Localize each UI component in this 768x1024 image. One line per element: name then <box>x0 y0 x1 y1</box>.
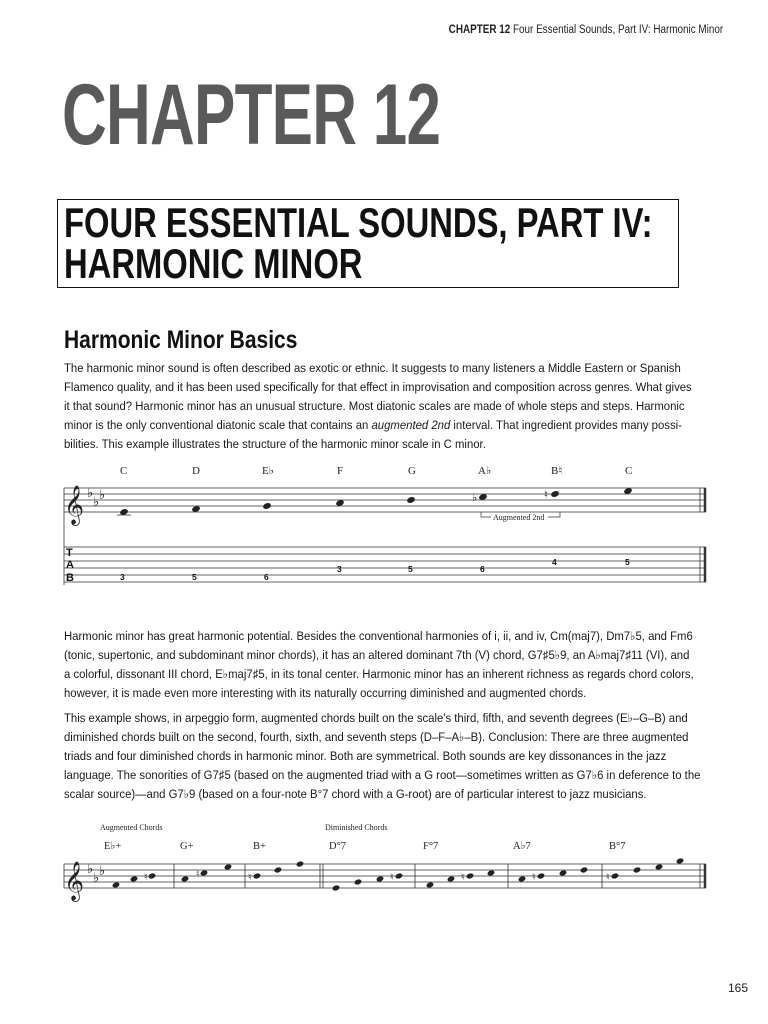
running-head-chapter: CHAPTER 12 <box>448 24 511 36</box>
svg-text:D°7: D°7 <box>329 841 347 852</box>
note-name: A♭ <box>478 465 492 477</box>
staff-2 <box>64 864 706 888</box>
text-line: bilities. This example illustrates the structure of the harmonic minor scale in C minor. <box>64 437 486 451</box>
note-name: B♮ <box>551 465 563 477</box>
svg-text:♭: ♭ <box>99 487 106 502</box>
svg-text:A♭7: A♭7 <box>513 841 531 852</box>
svg-text:♮: ♮ <box>606 872 610 883</box>
paragraph-arpeggio-example <box>64 709 709 804</box>
svg-text:B°7: B°7 <box>609 841 626 852</box>
svg-text:♭: ♭ <box>472 492 478 504</box>
chord-symbols <box>104 840 625 852</box>
staff <box>64 488 706 585</box>
svg-text:G+: G+ <box>180 841 194 852</box>
text-line: The harmonic minor sound is often described as exotic or ethnic. It suggests to many listeners a Middle Eastern or Spanish <box>64 361 681 375</box>
svg-text:5: 5 <box>408 564 413 574</box>
svg-text:♭: ♭ <box>87 861 94 876</box>
svg-text:6: 6 <box>480 564 485 574</box>
chapter-title-line-2: HARMONIC MINOR <box>64 240 363 287</box>
tab-staff <box>64 547 706 582</box>
svg-text:E♭+: E♭+ <box>104 841 122 852</box>
key-signature-flats <box>87 861 105 885</box>
svg-text:♮: ♮ <box>196 869 200 880</box>
note-name-labels <box>120 465 632 477</box>
text-line: a colorful, dissonant III chord, E♭maj7♯5, in its tonal center. Harmonic minor has an inherent richness as regards chord colors, <box>64 667 694 681</box>
svg-text:3: 3 <box>337 564 342 574</box>
tab-label <box>66 547 74 584</box>
arpeggio-notes <box>112 857 684 891</box>
svg-text:♭: ♭ <box>87 485 94 500</box>
svg-text:♭: ♭ <box>93 494 100 509</box>
note-name: C <box>120 465 128 477</box>
text-line: language. The sonorities of G7♯5 (based on the augmented triad with a G root—sometimes written as G7♭6 in deference to the <box>64 768 701 782</box>
note-name: C <box>625 465 633 477</box>
svg-text:♭: ♭ <box>93 870 100 885</box>
text-line: This example shows, in arpeggio form, augmented chords built on the scale's third, fifth, and seventh degrees (E♭–G–B) and <box>64 711 688 725</box>
note-name: E♭ <box>262 465 274 477</box>
augmented-2nd-bracket <box>481 512 560 522</box>
svg-text:♮: ♮ <box>390 872 394 883</box>
chapter-label: CHAPTER 12 <box>62 67 441 163</box>
key-signature-flats <box>87 485 105 509</box>
svg-text:Augmented Chords: Augmented Chords <box>100 823 163 832</box>
svg-text:B+: B+ <box>253 841 266 852</box>
running-head-title: Four Essential Sounds, Part IV: Harmonic Minor <box>512 24 723 36</box>
svg-text:A: A <box>66 559 74 571</box>
paragraph-harmonic-potential <box>64 627 709 703</box>
svg-text:Diminished Chords: Diminished Chords <box>325 823 388 832</box>
emphasis-augmented-2nd: augmented 2nd <box>371 418 451 432</box>
treble-clef-icon: 𝄞 <box>64 863 85 900</box>
augmented-2nd-label: Augmented 2nd <box>493 513 545 522</box>
chapter-title-line-1: FOUR ESSENTIAL SOUNDS, PART IV: <box>64 199 653 246</box>
note-name: D <box>192 465 200 477</box>
svg-text:5: 5 <box>625 557 630 567</box>
note-name: F <box>337 465 344 477</box>
svg-text:♮: ♮ <box>544 489 548 501</box>
group-labels <box>100 823 387 832</box>
treble-clef-icon: 𝄞 <box>64 487 85 524</box>
page-number: 165 <box>728 981 749 995</box>
svg-text:♮: ♮ <box>144 872 148 883</box>
text-line: diminished chords built on the second, fourth, sixth, and seventh steps (D–F–A♭–B). Conclusion: There are three augmented <box>64 730 689 744</box>
text-run: minor is the only conventional diatonic scale that contains an <box>64 418 372 432</box>
text-line: Harmonic minor has great harmonic potential. Besides the conventional harmonies of i, ii, and iv, Cm(maj7), Dm7♭5, and Fm6 <box>64 629 693 643</box>
svg-text:♮: ♮ <box>248 872 252 883</box>
svg-text:♮: ♮ <box>532 872 536 883</box>
svg-text:♮: ♮ <box>461 872 465 883</box>
svg-text:3: 3 <box>120 572 125 582</box>
text-line: triads and four diminished chords in harmonic minor. Both are symmetrical. Both sounds are key dissonances in the jazz <box>64 749 667 763</box>
note-name: G <box>408 465 416 477</box>
section-heading: Harmonic Minor Basics <box>64 326 298 354</box>
svg-text:4: 4 <box>552 557 557 567</box>
text-run: interval. That ingredient provides many possi- <box>450 418 682 432</box>
svg-text:B: B <box>66 572 74 584</box>
svg-text:6: 6 <box>264 572 269 582</box>
text-line: however, it is made even more interesting with its naturally occurring diminished and augmented chords. <box>64 686 587 700</box>
text-line: Flamenco quality, and it has been used specifically for that effect in improvisation and composition across genres. What gives <box>64 380 692 394</box>
text-line: it that sound? Harmonic minor has an unusual structure. Most diatonic scales are made of whole steps and steps. Harmonic <box>64 399 685 413</box>
svg-text:♭: ♭ <box>99 863 106 878</box>
svg-text:T: T <box>66 547 73 559</box>
text-line: scalar source)—and G7♭9 (based on a four-note B°7 chord with a G-root) are of particular interest to jazz musicians. <box>64 787 647 801</box>
svg-text:F°7: F°7 <box>423 841 439 852</box>
text-line: (tonic, supertonic, and subdominant minor chords), it has an altered dominant 7th (V) chord, G7♯5♭9, an A♭maj7♯11 (VI), and <box>64 648 690 662</box>
svg-text:5: 5 <box>192 572 197 582</box>
